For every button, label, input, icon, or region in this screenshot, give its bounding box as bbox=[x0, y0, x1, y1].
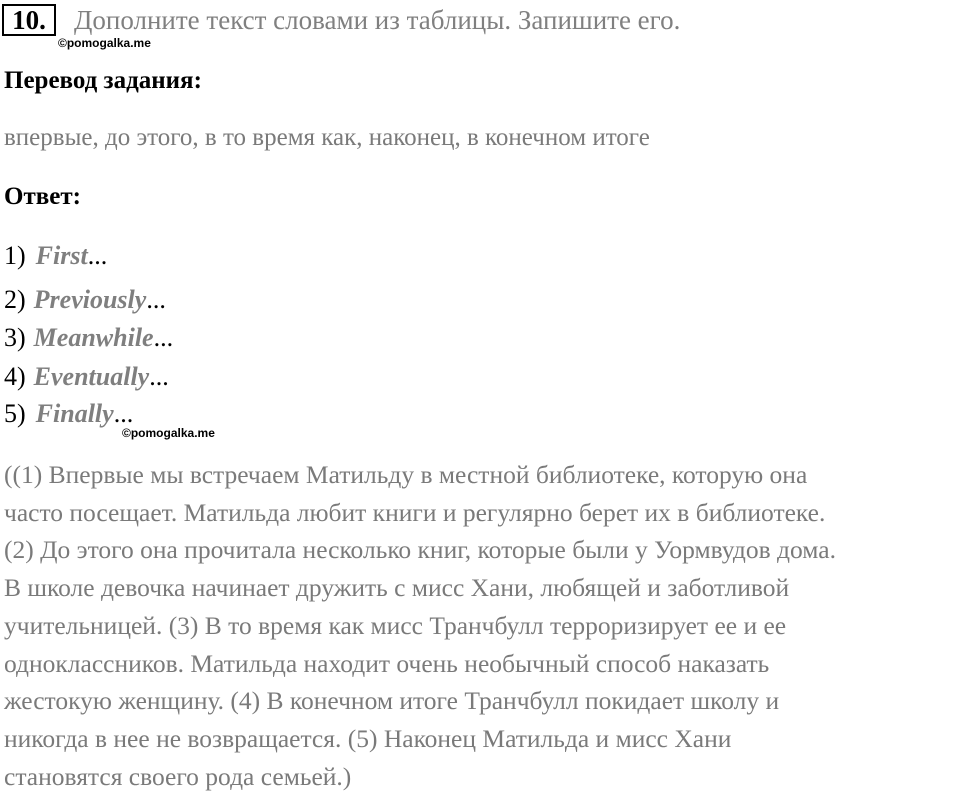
answer-item-2 bbox=[4, 284, 166, 316]
answer-item-number: 4) bbox=[4, 362, 26, 391]
answer-item-word: Eventually bbox=[33, 362, 150, 391]
answer-item-number: 1) bbox=[4, 241, 26, 270]
paragraph-line: В школе девочка начинает дружить с мисс Хани, любящей и заботливой bbox=[4, 573, 790, 603]
answer-item-5 bbox=[4, 398, 133, 430]
paragraph-line: никогда в нее не возвращается. (5) Наконец Матильда и мисс Хани bbox=[4, 723, 732, 753]
paragraph-line: одноклассников. Матильда находит очень необычный способ наказать bbox=[4, 648, 770, 678]
translation-text: впервые, до этого, в то время как, наконец, в конечном итоге bbox=[4, 124, 650, 151]
answer-item-dots: ... bbox=[113, 399, 134, 428]
paragraph-line: учительницей. (3) В то время как мисс Транчбулл терроризирует ее и ее bbox=[4, 610, 787, 640]
paragraph-line: часто посещает. Матильда любит книги и регулярно берет их в библиотеке. bbox=[4, 497, 826, 527]
paragraph-line: (2) До этого она прочитала несколько книг, которые были у Уормвудов дома. bbox=[4, 535, 836, 565]
answer-item-dots: ... bbox=[153, 323, 174, 352]
watermark-top: ©pomogalka.me bbox=[58, 36, 151, 50]
answer-item-word: First bbox=[35, 241, 88, 270]
answer-item-1 bbox=[4, 240, 107, 272]
answer-item-number: 5) bbox=[4, 399, 26, 428]
task-instruction: Дополните текст словами из таблицы. Запишите его. bbox=[74, 5, 681, 35]
answer-heading: Ответ: bbox=[4, 183, 81, 210]
watermark-answer: ©pomogalka.me bbox=[122, 426, 215, 440]
answer-paragraph bbox=[4, 456, 956, 795]
answer-item-4 bbox=[4, 361, 169, 393]
answer-item-number: 2) bbox=[4, 285, 26, 314]
paragraph-line: жестокую женщину. (4) В конечном итоге Транчбулл покидает школу и bbox=[4, 686, 780, 716]
answer-item-word: Finally bbox=[35, 399, 114, 428]
answer-item-3 bbox=[4, 322, 173, 354]
answer-item-dots: ... bbox=[146, 285, 166, 314]
task-number: 10. bbox=[2, 4, 56, 36]
answer-item-dots: ... bbox=[149, 362, 169, 391]
answer-item-word: Meanwhile bbox=[33, 323, 154, 352]
paragraph-line: становятся своего рода семьей.) bbox=[4, 761, 352, 791]
translation-heading: Перевод задания: bbox=[4, 67, 202, 94]
answer-item-dots: ... bbox=[87, 241, 108, 270]
answer-item-number: 3) bbox=[4, 323, 26, 352]
paragraph-line: ((1) Впервые мы встречаем Матильду в местной библиотеке, которую она bbox=[4, 460, 808, 489]
answer-item-word: Previously bbox=[33, 285, 147, 314]
